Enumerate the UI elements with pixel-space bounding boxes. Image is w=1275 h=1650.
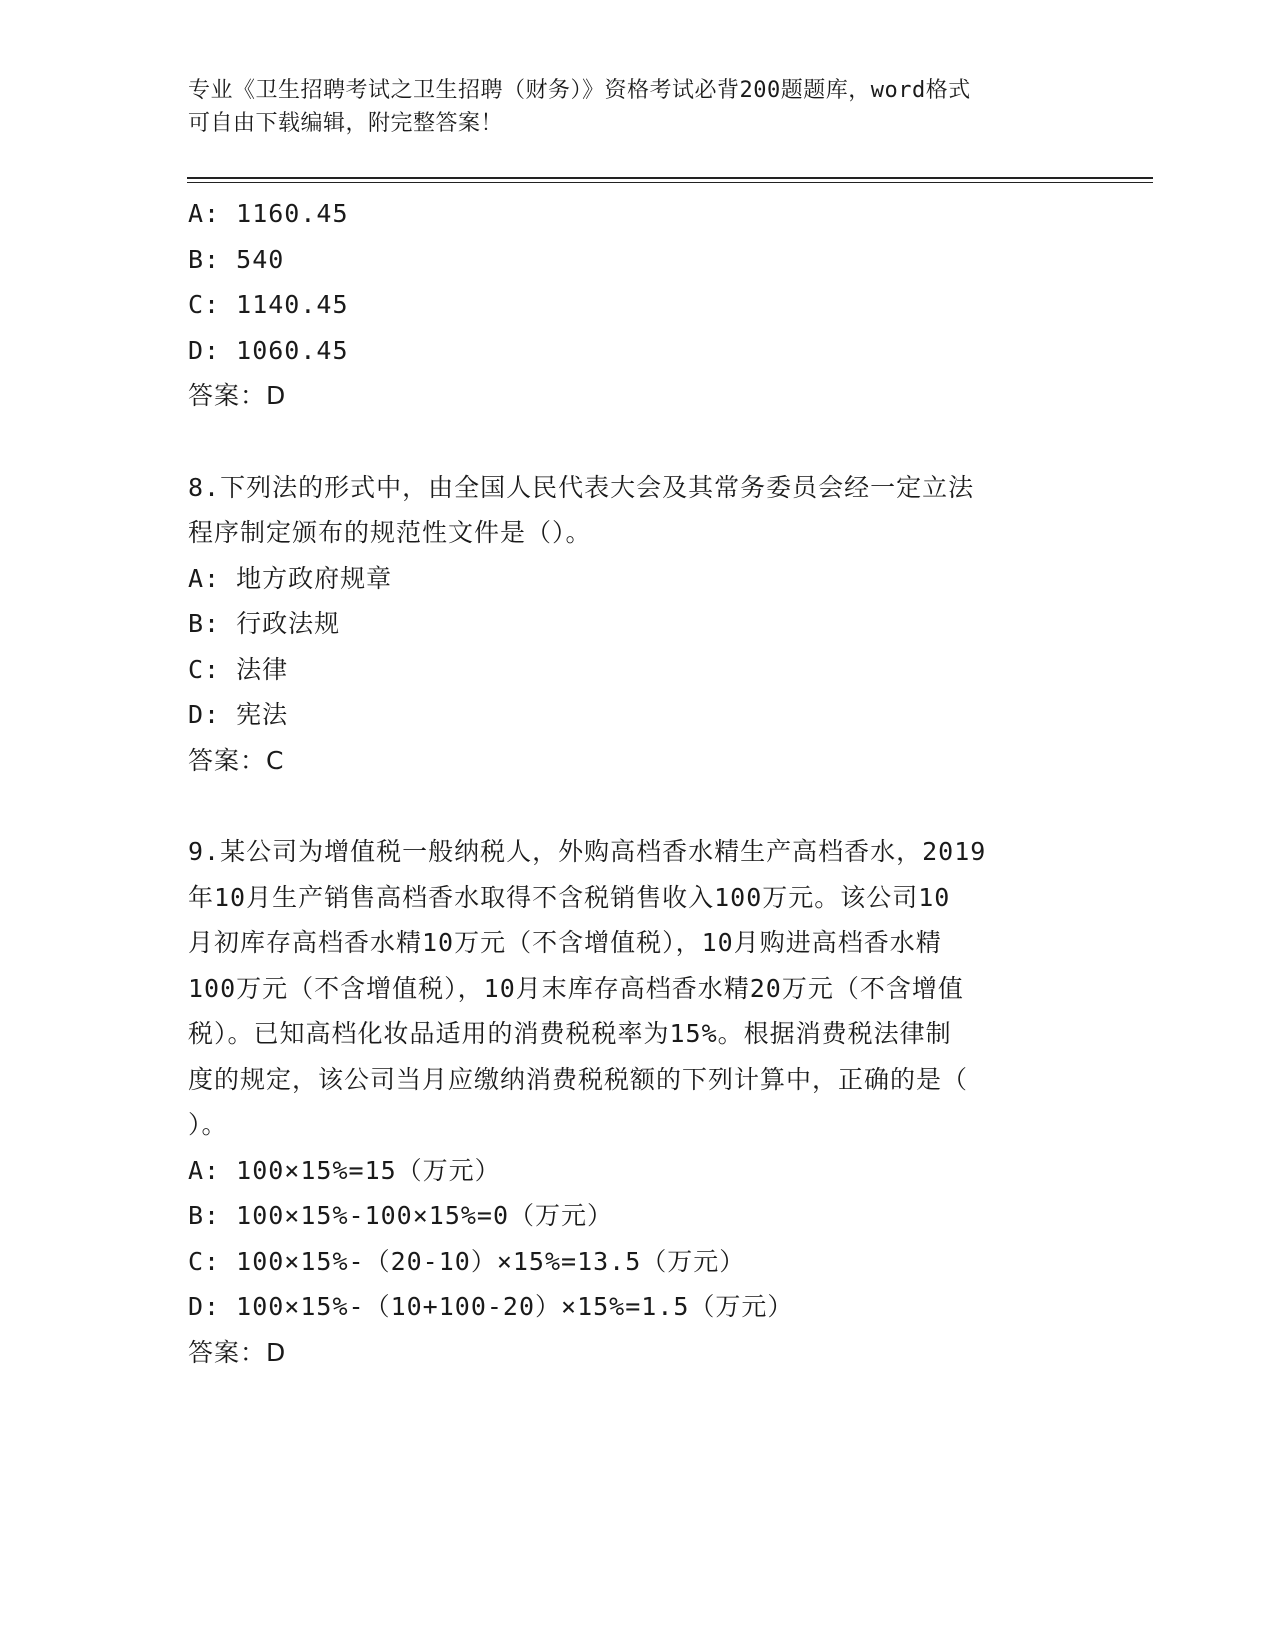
answer-line: 答案：D — [188, 1337, 287, 1367]
question-text-line: 年10月生产销售高档香水取得不含税销售收入100万元。该公司10 — [188, 882, 951, 912]
document-body — [188, 191, 1078, 1375]
question-text-line: 度的规定，该公司当月应缴纳消费税税额的下列计算中，正确的是（ — [188, 1064, 969, 1094]
option-c: C: 1140.45 — [188, 290, 349, 319]
question-8 — [188, 465, 1078, 784]
question-text-line: 月初库存高档香水精10万元（不含增值税），10月购进高档香水精 — [188, 928, 942, 957]
question-text-line: 税）。已知高档化妆品适用的消费税税率为15%。根据消费税法律制 — [188, 1019, 952, 1048]
option-a: A: 100×15%=15（万元） — [188, 1155, 501, 1185]
option-a: A: 1160.45 — [188, 199, 349, 228]
option-b: B: 行政法规 — [188, 609, 341, 638]
option-d: D: 100×15%-（10+100-20）×15%=1.5（万元） — [188, 1292, 794, 1321]
header-line-1: 专业《卫生招聘考试之卫生招聘（财务）》资格考试必背200题题库，word格式 — [188, 78, 971, 103]
option-a: A: 地方政府规章 — [188, 563, 393, 593]
question-text-line: 100万元（不含增值税），10月末库存高档香水精20万元（不含增值 — [188, 973, 964, 1003]
header-divider-thin — [187, 182, 1153, 183]
header-line-2: 可自由下载编辑，附完整答案！ — [188, 111, 504, 136]
option-d: D: 宪法 — [188, 700, 289, 729]
question-text-line: 程序制定颁布的规范性文件是（）。 — [188, 518, 592, 547]
answer-line: 答案：C — [188, 745, 285, 775]
option-c: C: 法律 — [188, 654, 289, 684]
document-header — [188, 74, 1068, 140]
header-divider-thick — [187, 177, 1153, 179]
question-text-line: ）。 — [188, 1110, 228, 1139]
option-b: B: 540 — [188, 244, 285, 274]
option-d: D: 1060.45 — [188, 335, 349, 365]
question-text-line: 8.下列法的形式中，由全国人民代表大会及其常务委员会经一定立法 — [188, 472, 975, 502]
question-9 — [188, 829, 1078, 1375]
answer-line: 答案：D — [188, 381, 287, 410]
question-7-continued — [188, 191, 1078, 419]
question-text-line: 9.某公司为增值税一般纳税人，外购高档香水精生产高档香水，2019 — [188, 837, 987, 866]
option-b: B: 100×15%-100×15%=0（万元） — [188, 1201, 614, 1230]
option-c: C: 100×15%-（20-10）×15%=13.5（万元） — [188, 1246, 746, 1276]
